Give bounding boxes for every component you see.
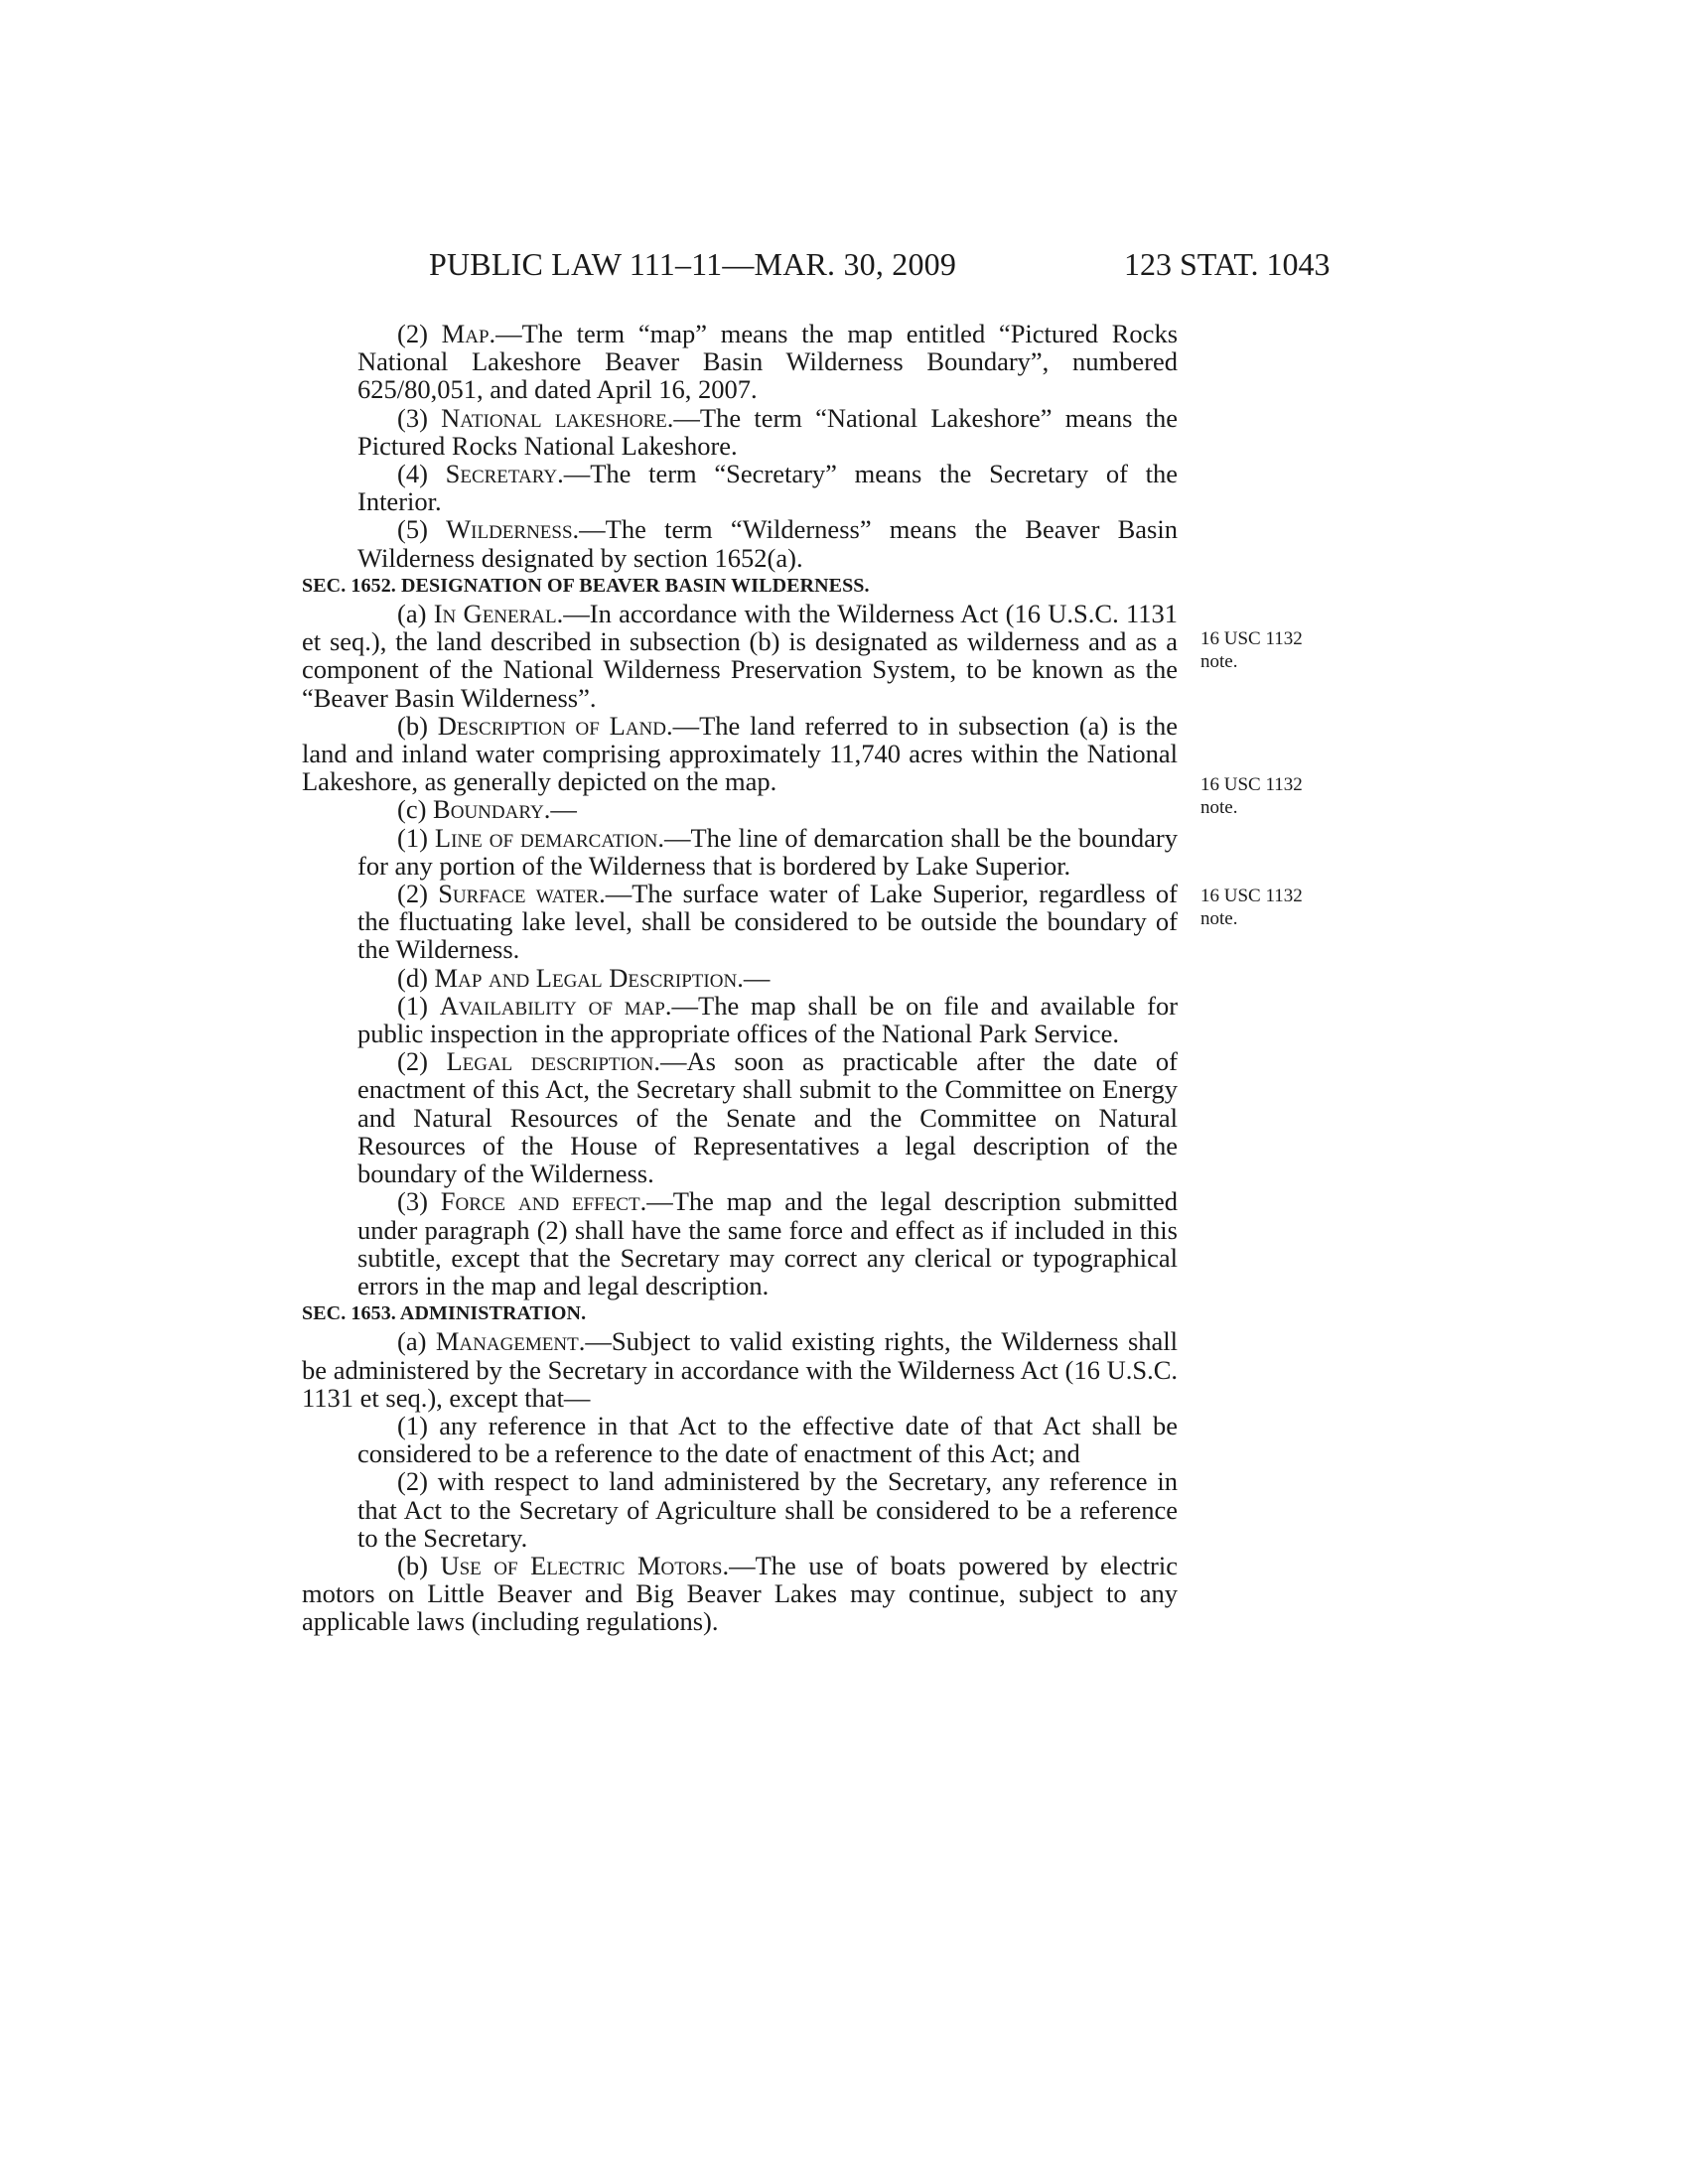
subsection-1652-d: (d) Map and Legal Description.— bbox=[397, 962, 771, 993]
definition-map: (2) Map.—The term “map” means the map entitled “Pictured Rocks National Lakeshore Beaver Basin Wilderness Boundary”, numbered 625/80,051, and dated April 16, 2007. bbox=[357, 319, 1179, 405]
margin-note: 16 USC 1132 note. bbox=[1200, 886, 1303, 929]
paragraph-1652-d-3: (3) Force and effect.—The map and the legal description submitted under paragraph (2) shall have the same force and effect as if included in this subtitle, except that the Secretary may correct any clerical or typographical errors in the map and legal description. bbox=[357, 1186, 1179, 1300]
paragraph-1653-a-1: (1) any reference in that Act to the effective date of that Act shall be considered to be a reference to the date of enactment of this Act; and bbox=[357, 1410, 1178, 1469]
paragraph-1652-c-1: (1) Line of demarcation.—The line of demarcation shall be the boundary for any portion of the Wilderness that is bordered by Lake Superior. bbox=[357, 822, 1178, 881]
definition-secretary: (4) Secretary.—The term “Secretary” means the Secretary of the Interior. bbox=[357, 459, 1178, 517]
subsection-1653-b: (b) Use of Electric Motors.—The use of boats powered by electric motors on Little Beaver and Big Beaver Lakes may continue, subject to any applicable laws (including regulations). bbox=[302, 1550, 1179, 1637]
subsection-1653-a: (a) Management.—Subject to valid existing rights, the Wilderness shall be administered by the Secretary in accordance with the Wilderness Act (16 U.S.C. 1131 et seq.), except that— bbox=[302, 1326, 1178, 1413]
definition-wilderness: (5) Wilderness.—The term “Wilderness” means the Beaver Basin Wilderness designated by section 1652(a). bbox=[357, 514, 1178, 573]
section-heading-1653: SEC. 1653. ADMINISTRATION. bbox=[302, 1302, 587, 1325]
running-header: PUBLIC LAW 111–11—MAR. 30, 2009 bbox=[429, 246, 957, 282]
paragraph-1652-d-1: (1) Availability of map.—The map shall be on file and available for public inspection in the appropriate offices of the National Park Service. bbox=[357, 990, 1179, 1049]
margin-note: 16 USC 1132 note. bbox=[1200, 628, 1303, 672]
paragraph-1653-a-2: (2) with respect to land administered by the Secretary, any reference in that Act to the Secretary of Agriculture shall be considered to be a reference to the Secretary. bbox=[357, 1466, 1178, 1553]
subsection-1652-b: (b) Description of Land.—The land referred to in subsection (a) is the land and inland water comprising approximately 11,740 acres within the National Lakeshore, as generally depicted on the map. bbox=[302, 710, 1178, 797]
page-body bbox=[302, 320, 1178, 1636]
definition-national-lakeshore: (3) National lakeshore.—The term “National Lakeshore” means the Pictured Rocks National Lakeshore. bbox=[357, 402, 1179, 461]
paragraph-1652-c-2: (2) Surface water.—The surface water of Lake Superior, regardless of the fluctuating lake level, shall be considered to be outside the boundary of the Wilderness. bbox=[357, 879, 1179, 965]
subsection-1652-a: (a) In General.—In accordance with the Wilderness Act (16 U.S.C. 1131 et seq.), the land described in subsection (b) is designated as wilderness and as a component of the National Wilderness Preservation System, to be known as the “Beaver Basin Wilderness”. bbox=[302, 599, 1178, 713]
subsection-1652-c: (c) Boundary.— bbox=[397, 794, 577, 825]
section-heading-1652: SEC. 1652. DESIGNATION OF BEAVER BASIN WILDERNESS. bbox=[302, 574, 870, 597]
margin-note: 16 USC 1132 note. bbox=[1200, 774, 1303, 818]
paragraph-1652-d-2: (2) Legal description.—As soon as practicable after the date of enactment of this Act, the Secretary shall submit to the Committee on Energy and Natural Resources of the Senate and the Committee on Natural Resources of the House of Representatives a legal description of the boundary of the Wilderness. bbox=[357, 1046, 1179, 1189]
page-number: 123 STAT. 1043 bbox=[1124, 246, 1331, 282]
